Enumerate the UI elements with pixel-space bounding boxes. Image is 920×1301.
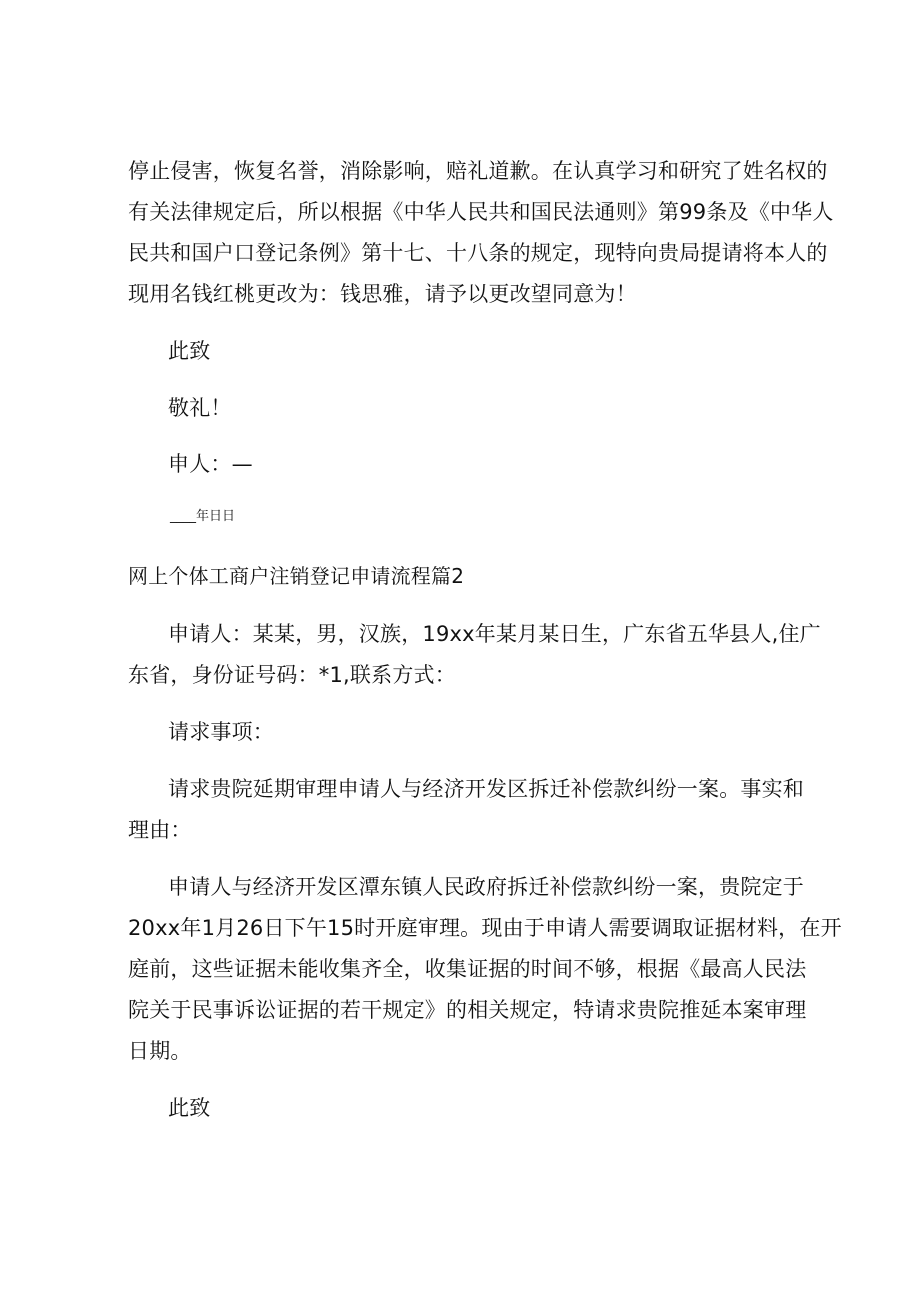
- reason-body-line-2: 20xx年1月26日下午15时开庭审理。现由于申请人需要调取证据材料，在开: [128, 916, 842, 940]
- closing-2: 此致: [168, 1096, 211, 1120]
- closing-1: 此致: [168, 339, 211, 363]
- applicant-info-line-2: 东省，身份证号码：*1,联系方式：: [128, 663, 456, 687]
- paragraph-1-line-3: 民共和国户口登记条例》第十七、十八条的规定，现特向贵局提请将本人的: [128, 241, 828, 265]
- paragraph-1-line-2: 有关法律规定后，所以根据《中华人民共和国民法通则》第99条及《中华人: [128, 200, 834, 224]
- request-body-line-1: 请求贵院延期审理申请人与经济开发区拆迁补偿款纠纷一案。事实和: [168, 777, 804, 801]
- request-body-line-2: 理由：: [128, 818, 192, 842]
- date-line: ____年日日: [170, 509, 236, 524]
- reason-body-line-4: 院关于民事诉讼证据的若干规定》的相关规定，特请求贵院推延本案审理: [128, 998, 807, 1022]
- applicant-signature: 申人：—: [168, 452, 253, 476]
- salute-1: 敬礼！: [168, 396, 232, 420]
- paragraph-1-line-1: 停止侵害，恢复名誉，消除影响，赔礼道歉。在认真学习和研究了姓名权的: [128, 159, 828, 183]
- section-title: 网上个体工商户注销登记申请流程篇2: [128, 564, 465, 588]
- reason-body-line-1: 申请人与经济开发区潭东镇人民政府拆迁补偿款纠纷一案，贵院定于: [168, 875, 804, 899]
- applicant-info-line-1: 申请人：某某，男，汉族，19xx年某月某日生，广东省五华县人,住广: [168, 622, 821, 646]
- request-heading: 请求事项：: [168, 720, 274, 744]
- reason-body-line-5: 日期。: [128, 1039, 192, 1063]
- paragraph-1-line-4: 现用名钱红桃更改为：钱思雅，请予以更改望同意为！: [128, 282, 637, 306]
- reason-body-line-3: 庭前，这些证据未能收集齐全，收集证据的时间不够，根据《最高人民法: [128, 957, 807, 981]
